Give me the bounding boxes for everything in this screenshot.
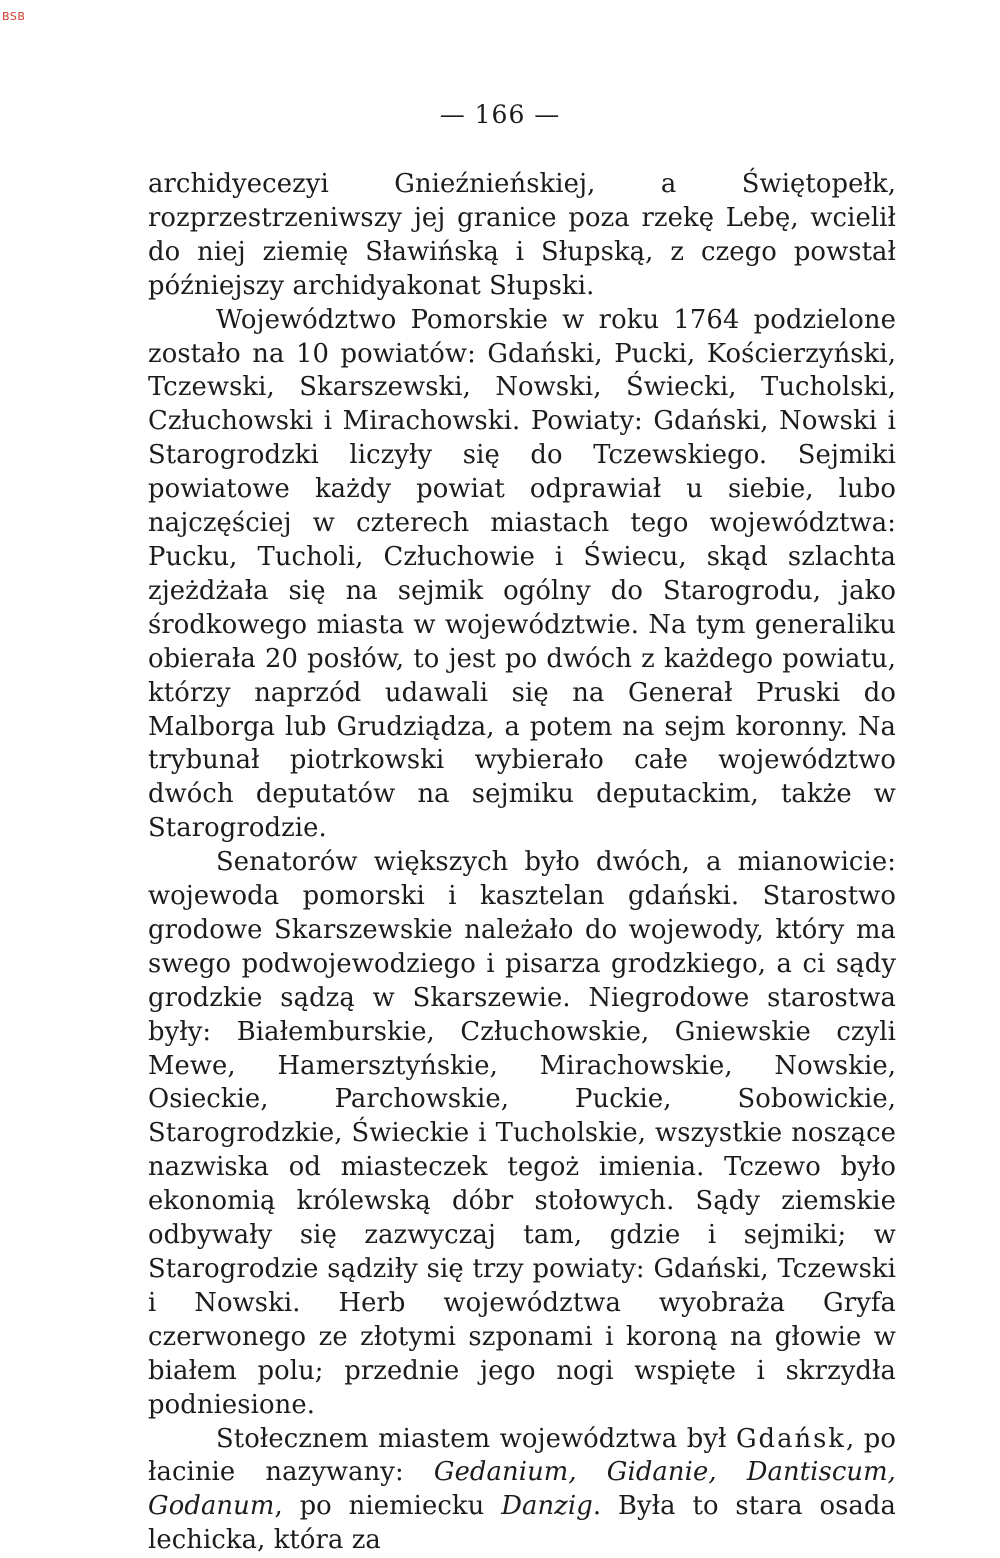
paragraph-4-after-latin: , po niemiecku bbox=[274, 1491, 502, 1522]
page-number: — 166 — bbox=[439, 100, 561, 129]
paragraph-4-tail: . Była to stara osada lechicka, która za bbox=[148, 1491, 896, 1556]
paragraph-2: Województwo Pomorskie w roku 1764 podzielone zostało na 10 powiatów: Gdański, Pucki, Kościerzyński, Tczewski, Skarszewski, Nowski, Świecki, Tucholski, Człuchowski i Mirachowski. Powiaty: Gdański, Nowski i Starogrodzki liczyły się do Tczewskiego. Sejmiki powiatowe każdy powiat odprawiał u siebie, lubo najczęściej w czterech miastach tego województwa: Pucku, Tucholi, Człuchowie i Świecu, skąd szlachta zjeżdżała się na sejmik ogólny do Starogrodu, jako środkowego miasta w województwie. Na tym generaliku obierała 20 posłów, to jest po dwóch z każdego powiatu, którzy naprzód udawali się na Generał Pruski do Malborga lub Grudziądza, a potem na sejm koronny. Na trybunał piotrkowski wybierało całe województwo dwóch deputatów na sejmiku deputackim, także w Starogrodzie. bbox=[148, 304, 896, 844]
german-name: Danzig bbox=[501, 1491, 593, 1522]
paragraph-4 bbox=[148, 1423, 896, 1558]
paragraph-4-after-city: , po łacinie nazywany: bbox=[148, 1423, 896, 1488]
city-name: Gdańsk bbox=[735, 1423, 846, 1454]
paragraph-1: archidyecezyi Gnieźnieńskiej, a Świętopełk, rozprzestrzeniwszy jej granice poza rzekę Lebę, wcielił do niej ziemię Sławińską i Słupską, z czego powstał późniejszy archidyakonat Słupski. bbox=[148, 169, 896, 301]
page-text bbox=[148, 168, 896, 1558]
library-stamp: BSB bbox=[2, 10, 26, 23]
latin-names: Gedanium, Gidanie, Dantiscum, Godanum bbox=[148, 1457, 896, 1522]
paragraph-3: Senatorów większych było dwóch, a mianowicie: wojewoda pomorski i kasztelan gdański. Starostwo grodowe Skarszewskie należało do wojewody, który ma swego podwojewodziego i pisarza grodzkiego, a ci sądy grodzkie sądzą w Skarszewie. Niegrodowe starostwa były: Białemburskie, Człuchowskie, Gniewskie czyli Mewe, Hamersztyńskie, Mirachowskie, Nowskie, Osieckie, Parchowskie, Puckie, Sobowickie, Starogrodzkie, Świeckie i Tucholskie, wszystkie noszące nazwiska od miasteczek tegoż imienia. Tczewo było ekonomią królewską dóbr stołowych. Sądy ziemskie odbywały się zazwyczaj tam, gdzie i sejmiki; w Starogrodzie sądziły się trzy powiaty: Gdański, Tczewski i Nowski. Herb województwa wyobraża Gryfa czerwonego ze złotymi szponami i koroną na głowie w białem polu; przednie jego nogi wspięte i skrzydła podniesione. bbox=[148, 847, 896, 1420]
paragraph-4-lead: Stołecznem miastem województwa był bbox=[216, 1423, 736, 1454]
